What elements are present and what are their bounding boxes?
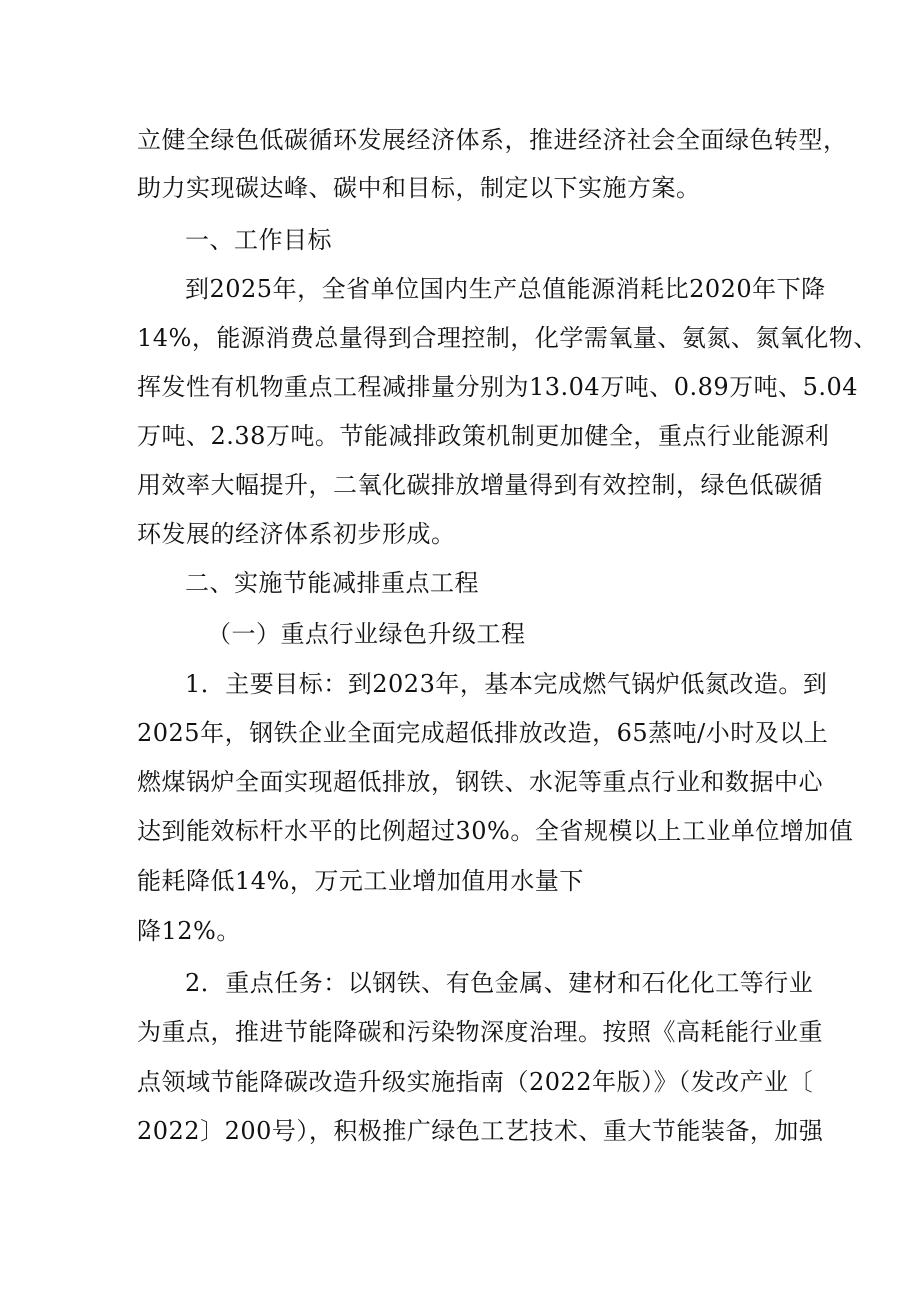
body-text-line: 能耗降低14%，万元工业增加值用水量下 xyxy=(137,867,584,895)
section-heading-key-projects: 二、实施节能减排重点工程 xyxy=(185,569,479,597)
body-text-line: 立健全绿色低碳循环发展经济体系，推进经济社会全面绿色转型， xyxy=(137,126,848,154)
body-text-line: 助力实现碳达峰、碳中和目标，制定以下实施方案。 xyxy=(137,174,701,202)
body-text-line: 达到能效标杆水平的比例超过30%。全省规模以上工业单位增加值 xyxy=(137,817,854,845)
section-heading-work-goals: 一、工作目标 xyxy=(185,226,332,254)
body-text-line: 14%，能源消费总量得到合理控制，化学需氧量、氨氮、氮氧化物、 xyxy=(137,324,878,352)
body-text-line: 用效率大幅提升，二氧化碳排放增量得到有效控制，绿色低碳循 xyxy=(137,471,823,499)
body-text-line: 到2025年，全省单位国内生产总值能源消耗比2020年下降 xyxy=(185,275,826,303)
body-text-line: 2．重点任务：以钢铁、有色金属、建材和石化化工等行业 xyxy=(185,969,814,997)
body-text-line: 点领域节能降碳改造升级实施指南（2022年版）》（发改产业〔 xyxy=(137,1068,814,1096)
subsection-heading: （一）重点行业绿色升级工程 xyxy=(207,620,526,648)
body-text-line: 环发展的经济体系初步形成。 xyxy=(137,520,456,548)
body-text-line: 2022〕200号），积极推广绿色工艺技术、重大节能装备，加强 xyxy=(137,1117,824,1145)
body-text-line: 万吨、2.38万吨。节能减排政策机制更加健全，重点行业能源利 xyxy=(137,422,830,450)
body-text-line: 燃煤锅炉全面实现超低排放，钢铁、水泥等重点行业和数据中心 xyxy=(137,768,823,796)
body-text-line: 2025年，钢铁企业全面完成超低排放改造，65蒸吨/小时及以上 xyxy=(137,719,829,747)
body-text-line: 1．主要目标：到2023年，基本完成燃气锅炉低氮改造。到 xyxy=(185,670,828,698)
body-text-line: 挥发性有机物重点工程减排量分别为13.04万吨、0.89万吨、5.04 xyxy=(137,373,859,401)
body-text-line: 为重点，推进节能降碳和污染物深度治理。按照《高耗能行业重 xyxy=(137,1018,823,1046)
body-text-line: 降12%。 xyxy=(137,917,241,945)
